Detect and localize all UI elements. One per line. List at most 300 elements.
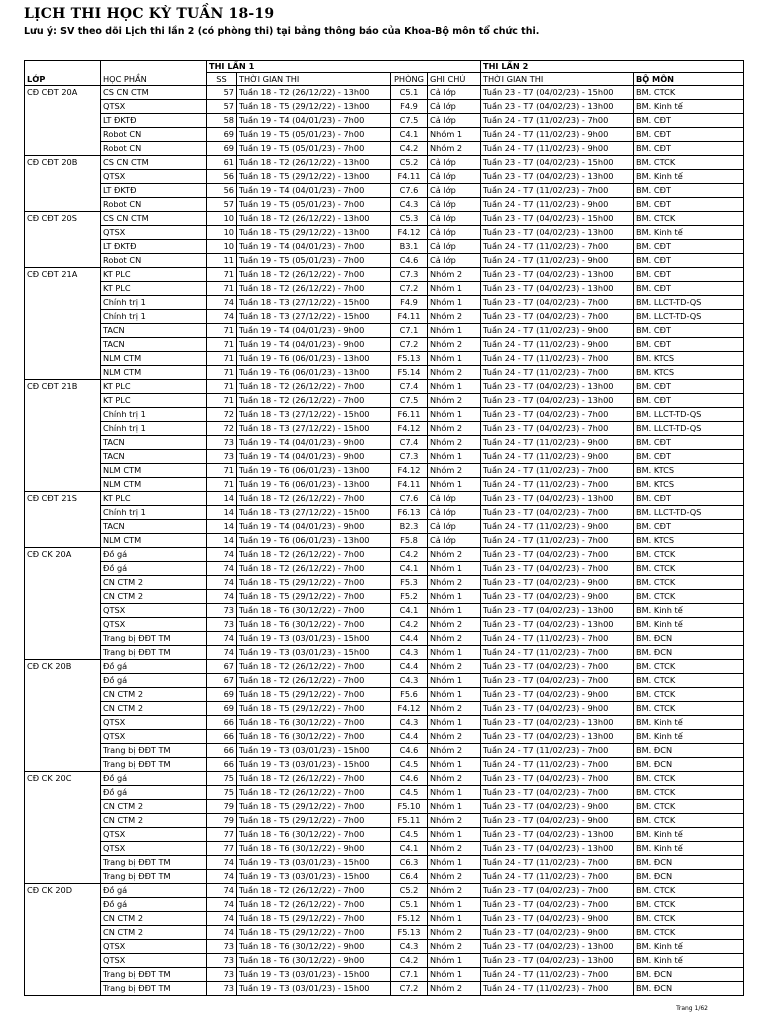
class-cell — [25, 814, 101, 828]
class-cell — [25, 828, 101, 842]
exam2-time-cell: Tuần 24 - T7 (11/02/23) - 7h00 — [481, 366, 634, 380]
course-cell: Trang bị ĐĐT TM — [101, 744, 207, 758]
size-cell: 67 — [207, 660, 237, 674]
exam1-time-cell: Tuần 19 - T3 (03/01/23) - 15h00 — [237, 870, 391, 884]
header-thoi-gian-2: THỜI GIAN THI — [481, 73, 634, 86]
exam-schedule-table — [24, 60, 744, 996]
size-cell: 14 — [207, 520, 237, 534]
exam1-time-cell: Tuần 18 - T6 (30/12/22) - 7h00 — [237, 716, 391, 730]
header-phong: PHÒNG — [391, 73, 428, 86]
class-cell: CĐ CK 20B — [25, 660, 101, 674]
exam1-time-cell: Tuần 18 - T2 (26/12/22) - 7h00 — [237, 674, 391, 688]
exam2-time-cell: Tuần 23 - T7 (04/02/23) - 13h00 — [481, 492, 634, 506]
note-cell: Cả lớp — [428, 534, 481, 548]
exam2-time-cell: Tuần 23 - T7 (04/02/23) - 9h00 — [481, 576, 634, 590]
exam2-time-cell: Tuần 23 - T7 (04/02/23) - 7h00 — [481, 562, 634, 576]
course-cell: QTSX — [101, 618, 207, 632]
room-cell: F4.12 — [391, 464, 428, 478]
size-cell: 14 — [207, 534, 237, 548]
exam2-time-cell: Tuần 23 - T7 (04/02/23) - 9h00 — [481, 814, 634, 828]
department-cell: BM. CĐT — [634, 394, 744, 408]
size-cell: 56 — [207, 170, 237, 184]
size-cell: 66 — [207, 744, 237, 758]
note-cell: Nhóm 1 — [428, 604, 481, 618]
note-cell: Nhóm 1 — [428, 646, 481, 660]
size-cell: 74 — [207, 590, 237, 604]
exam1-time-cell: Tuần 18 - T2 (26/12/22) - 7h00 — [237, 562, 391, 576]
course-cell: Trang bị ĐĐT TM — [101, 758, 207, 772]
exam2-time-cell: Tuần 23 - T7 (04/02/23) - 15h00 — [481, 86, 634, 100]
course-cell: TACN — [101, 324, 207, 338]
table-row — [25, 926, 744, 940]
note-cell: Nhóm 1 — [428, 562, 481, 576]
note-cell: Nhóm 1 — [428, 968, 481, 982]
department-cell: BM. CĐT — [634, 338, 744, 352]
class-cell — [25, 324, 101, 338]
exam1-time-cell: Tuần 19 - T4 (04/01/23) - 9h00 — [237, 338, 391, 352]
class-cell — [25, 282, 101, 296]
class-cell — [25, 800, 101, 814]
size-cell: 71 — [207, 352, 237, 366]
size-cell: 74 — [207, 926, 237, 940]
class-cell — [25, 170, 101, 184]
size-cell: 73 — [207, 982, 237, 996]
note-cell: Nhóm 1 — [428, 408, 481, 422]
room-cell: C7.4 — [391, 436, 428, 450]
exam1-time-cell: Tuần 18 - T5 (29/12/22) - 7h00 — [237, 926, 391, 940]
room-cell: F4.11 — [391, 310, 428, 324]
course-cell: Robot CN — [101, 254, 207, 268]
note-cell: Nhóm 2 — [428, 576, 481, 590]
exam2-time-cell: Tuần 24 - T7 (11/02/23) - 7h00 — [481, 114, 634, 128]
department-cell: BM. CĐT — [634, 436, 744, 450]
header-row — [25, 73, 744, 86]
table-row — [25, 366, 744, 380]
table-row — [25, 968, 744, 982]
exam1-time-cell: Tuần 18 - T6 (30/12/22) - 9h00 — [237, 842, 391, 856]
course-cell: CN CTM 2 — [101, 926, 207, 940]
class-cell — [25, 730, 101, 744]
department-cell: BM. CĐT — [634, 324, 744, 338]
document-title: LỊCH THI HỌC KỲ TUẦN 18-19 — [24, 6, 275, 22]
room-cell: C6.4 — [391, 870, 428, 884]
size-cell: 72 — [207, 422, 237, 436]
course-cell: LT ĐKTĐ — [101, 184, 207, 198]
exam2-time-cell: Tuần 23 - T7 (04/02/23) - 13h00 — [481, 226, 634, 240]
header-thoi-gian-1: THỜI GIAN THI — [237, 73, 391, 86]
table-row — [25, 156, 744, 170]
exam2-time-cell: Tuần 23 - T7 (04/02/23) - 15h00 — [481, 156, 634, 170]
table-row — [25, 450, 744, 464]
room-cell: C5.2 — [391, 156, 428, 170]
room-cell: C6.3 — [391, 856, 428, 870]
exam2-time-cell: Tuần 23 - T7 (04/02/23) - 13h00 — [481, 100, 634, 114]
department-cell: BM. CTCK — [634, 674, 744, 688]
department-cell: BM. CTCK — [634, 800, 744, 814]
note-cell: Cả lớp — [428, 114, 481, 128]
note-cell: Nhóm 2 — [428, 394, 481, 408]
size-cell: 74 — [207, 912, 237, 926]
class-cell — [25, 954, 101, 968]
room-cell: C4.3 — [391, 940, 428, 954]
course-cell: QTSX — [101, 842, 207, 856]
department-cell: BM. KTCS — [634, 478, 744, 492]
exam2-time-cell: Tuần 24 - T7 (11/02/23) - 7h00 — [481, 464, 634, 478]
course-cell: Chính trị 1 — [101, 408, 207, 422]
course-cell: KT PLC — [101, 492, 207, 506]
table-row — [25, 310, 744, 324]
class-cell: CĐ CĐT 21A — [25, 268, 101, 282]
room-cell: C4.1 — [391, 604, 428, 618]
size-cell: 73 — [207, 604, 237, 618]
room-cell: C4.3 — [391, 674, 428, 688]
class-cell — [25, 478, 101, 492]
department-cell: BM. CTCK — [634, 772, 744, 786]
note-cell: Nhóm 1 — [428, 282, 481, 296]
exam1-time-cell: Tuần 18 - T6 (30/12/22) - 7h00 — [237, 604, 391, 618]
course-cell: QTSX — [101, 828, 207, 842]
department-cell: BM. ĐCN — [634, 646, 744, 660]
document-note: Lưu ý: SV theo dõi Lịch thi lần 2 (có phòng thi) tại bảng thông báo của Khoa-Bộ môn tổ chức thi. — [24, 26, 540, 37]
size-cell: 69 — [207, 688, 237, 702]
course-cell: Robot CN — [101, 142, 207, 156]
exam1-time-cell: Tuần 18 - T5 (29/12/22) - 13h00 — [237, 170, 391, 184]
class-cell — [25, 688, 101, 702]
class-cell — [25, 100, 101, 114]
exam1-time-cell: Tuần 19 - T6 (06/01/23) - 13h00 — [237, 534, 391, 548]
table-row — [25, 786, 744, 800]
table-row — [25, 954, 744, 968]
room-cell: C4.5 — [391, 786, 428, 800]
exam2-time-cell: Tuần 24 - T7 (11/02/23) - 7h00 — [481, 982, 634, 996]
department-cell: BM. CĐT — [634, 520, 744, 534]
table-row — [25, 128, 744, 142]
table-row — [25, 562, 744, 576]
note-cell: Nhóm 2 — [428, 702, 481, 716]
room-cell: F6.13 — [391, 506, 428, 520]
note-cell: Nhóm 2 — [428, 744, 481, 758]
class-cell — [25, 338, 101, 352]
exam2-time-cell: Tuần 24 - T7 (11/02/23) - 7h00 — [481, 632, 634, 646]
course-cell: Đồ gá — [101, 786, 207, 800]
table-row — [25, 352, 744, 366]
department-cell: BM. CĐT — [634, 198, 744, 212]
size-cell: 77 — [207, 842, 237, 856]
exam2-time-cell: Tuần 24 - T7 (11/02/23) - 7h00 — [481, 870, 634, 884]
room-cell: C4.4 — [391, 730, 428, 744]
class-cell — [25, 352, 101, 366]
table-row — [25, 800, 744, 814]
exam2-time-cell: Tuần 24 - T7 (11/02/23) - 7h00 — [481, 240, 634, 254]
table-row — [25, 660, 744, 674]
course-cell: KT PLC — [101, 394, 207, 408]
exam1-time-cell: Tuần 19 - T3 (03/01/23) - 15h00 — [237, 856, 391, 870]
note-cell: Nhóm 1 — [428, 828, 481, 842]
class-cell — [25, 310, 101, 324]
course-cell: Trang bị ĐĐT TM — [101, 982, 207, 996]
course-cell: NLM CTM — [101, 352, 207, 366]
course-cell: Đồ gá — [101, 898, 207, 912]
class-cell — [25, 982, 101, 996]
class-cell — [25, 702, 101, 716]
size-cell: 79 — [207, 814, 237, 828]
note-cell: Nhóm 2 — [428, 940, 481, 954]
table-row — [25, 828, 744, 842]
room-cell: C7.6 — [391, 184, 428, 198]
table-row — [25, 380, 744, 394]
class-cell — [25, 114, 101, 128]
department-cell: BM. CTCK — [634, 786, 744, 800]
note-cell: Nhóm 2 — [428, 422, 481, 436]
department-cell: BM. CTCK — [634, 548, 744, 562]
course-cell: TACN — [101, 436, 207, 450]
note-cell: Cả lớp — [428, 520, 481, 534]
note-cell: Cả lớp — [428, 492, 481, 506]
room-cell: C4.1 — [391, 842, 428, 856]
table-row — [25, 912, 744, 926]
course-cell: NLM CTM — [101, 478, 207, 492]
exam2-time-cell: Tuần 23 - T7 (04/02/23) - 9h00 — [481, 800, 634, 814]
exam1-time-cell: Tuần 18 - T2 (26/12/22) - 13h00 — [237, 86, 391, 100]
room-cell: C4.3 — [391, 646, 428, 660]
table-row — [25, 408, 744, 422]
note-cell: Cả lớp — [428, 240, 481, 254]
class-cell — [25, 464, 101, 478]
table-row — [25, 142, 744, 156]
note-cell: Cả lớp — [428, 100, 481, 114]
room-cell: F5.2 — [391, 590, 428, 604]
class-cell — [25, 450, 101, 464]
class-cell — [25, 534, 101, 548]
table-row — [25, 534, 744, 548]
note-cell: Nhóm 2 — [428, 268, 481, 282]
exam1-time-cell: Tuần 19 - T4 (04/01/23) - 9h00 — [237, 436, 391, 450]
table-row — [25, 884, 744, 898]
course-cell: Chính trị 1 — [101, 506, 207, 520]
exam2-time-cell: Tuần 24 - T7 (11/02/23) - 9h00 — [481, 450, 634, 464]
exam1-time-cell: Tuần 18 - T2 (26/12/22) - 7h00 — [237, 492, 391, 506]
note-cell: Nhóm 1 — [428, 674, 481, 688]
class-cell — [25, 254, 101, 268]
header-ss: SS — [207, 73, 237, 86]
note-cell: Nhóm 1 — [428, 856, 481, 870]
note-cell: Nhóm 1 — [428, 912, 481, 926]
department-cell: BM. Kinh tế — [634, 842, 744, 856]
room-cell: C5.3 — [391, 212, 428, 226]
exam1-time-cell: Tuần 19 - T4 (04/01/23) - 9h00 — [237, 520, 391, 534]
size-cell: 74 — [207, 548, 237, 562]
size-cell: 66 — [207, 716, 237, 730]
course-cell: QTSX — [101, 226, 207, 240]
exam1-time-cell: Tuần 19 - T5 (05/01/23) - 7h00 — [237, 142, 391, 156]
table-row — [25, 730, 744, 744]
table-row — [25, 576, 744, 590]
table-row — [25, 184, 744, 198]
department-cell: BM. Kinh tế — [634, 170, 744, 184]
course-cell: Đồ gá — [101, 548, 207, 562]
class-cell: CĐ CĐT 21B — [25, 380, 101, 394]
exam1-time-cell: Tuần 18 - T5 (29/12/22) - 7h00 — [237, 912, 391, 926]
size-cell: 58 — [207, 114, 237, 128]
room-cell: F6.11 — [391, 408, 428, 422]
department-cell: BM. CĐT — [634, 282, 744, 296]
size-cell: 10 — [207, 226, 237, 240]
course-cell: Trang bị ĐĐT TM — [101, 870, 207, 884]
table-row — [25, 464, 744, 478]
room-cell: F5.10 — [391, 800, 428, 814]
course-cell: CN CTM 2 — [101, 688, 207, 702]
exam1-time-cell: Tuần 18 - T5 (29/12/22) - 7h00 — [237, 688, 391, 702]
class-cell: CĐ CK 20D — [25, 884, 101, 898]
exam2-time-cell: Tuần 23 - T7 (04/02/23) - 7h00 — [481, 408, 634, 422]
room-cell: F5.3 — [391, 576, 428, 590]
exam2-time-cell: Tuần 23 - T7 (04/02/23) - 13h00 — [481, 828, 634, 842]
exam2-time-cell: Tuần 24 - T7 (11/02/23) - 9h00 — [481, 198, 634, 212]
exam2-time-cell: Tuần 23 - T7 (04/02/23) - 13h00 — [481, 954, 634, 968]
table-row — [25, 674, 744, 688]
class-cell — [25, 856, 101, 870]
size-cell: 14 — [207, 506, 237, 520]
class-cell — [25, 366, 101, 380]
size-cell: 10 — [207, 212, 237, 226]
room-cell: F4.12 — [391, 226, 428, 240]
exam1-time-cell: Tuần 19 - T3 (03/01/23) - 15h00 — [237, 646, 391, 660]
department-cell: BM. Kinh tế — [634, 100, 744, 114]
department-cell: BM. Kinh tế — [634, 730, 744, 744]
exam2-time-cell: Tuần 23 - T7 (04/02/23) - 7h00 — [481, 884, 634, 898]
note-cell: Cả lớp — [428, 198, 481, 212]
department-cell: BM. CTCK — [634, 576, 744, 590]
note-cell: Nhóm 2 — [428, 814, 481, 828]
department-cell: BM. CTCK — [634, 884, 744, 898]
course-cell: Robot CN — [101, 198, 207, 212]
department-cell: BM. CĐT — [634, 240, 744, 254]
room-cell: F4.11 — [391, 170, 428, 184]
table-row — [25, 548, 744, 562]
department-cell: BM. Kinh tế — [634, 604, 744, 618]
note-cell: Nhóm 2 — [428, 464, 481, 478]
class-cell — [25, 576, 101, 590]
table-row — [25, 86, 744, 100]
course-cell: KT PLC — [101, 268, 207, 282]
note-cell: Nhóm 2 — [428, 436, 481, 450]
table-row — [25, 744, 744, 758]
size-cell: 66 — [207, 758, 237, 772]
exam2-time-cell: Tuần 23 - T7 (04/02/23) - 7h00 — [481, 506, 634, 520]
department-cell: BM. CTCK — [634, 212, 744, 226]
department-cell: BM. ĐCN — [634, 870, 744, 884]
size-cell: 72 — [207, 408, 237, 422]
department-cell: BM. CĐT — [634, 254, 744, 268]
exam2-time-cell: Tuần 23 - T7 (04/02/23) - 9h00 — [481, 590, 634, 604]
table-row — [25, 254, 744, 268]
size-cell: 74 — [207, 898, 237, 912]
exam1-time-cell: Tuần 18 - T2 (26/12/22) - 7h00 — [237, 772, 391, 786]
note-cell: Nhóm 2 — [428, 548, 481, 562]
size-cell: 71 — [207, 464, 237, 478]
room-cell: C4.6 — [391, 254, 428, 268]
exam1-time-cell: Tuần 18 - T2 (26/12/22) - 7h00 — [237, 548, 391, 562]
note-cell: Cả lớp — [428, 184, 481, 198]
exam1-time-cell: Tuần 18 - T2 (26/12/22) - 7h00 — [237, 268, 391, 282]
room-cell: C7.6 — [391, 492, 428, 506]
note-cell: Nhóm 2 — [428, 366, 481, 380]
exam1-time-cell: Tuần 19 - T4 (04/01/23) - 7h00 — [237, 240, 391, 254]
table-row — [25, 772, 744, 786]
note-cell: Nhóm 2 — [428, 926, 481, 940]
room-cell: C4.4 — [391, 632, 428, 646]
size-cell: 71 — [207, 324, 237, 338]
department-cell: BM. LLCT-TD-QS — [634, 296, 744, 310]
department-cell: BM. Kinh tế — [634, 226, 744, 240]
department-cell: BM. ĐCN — [634, 632, 744, 646]
header-thi-lan-1: THI LẦN 1 — [207, 61, 481, 73]
class-cell — [25, 716, 101, 730]
note-cell: Cả lớp — [428, 506, 481, 520]
room-cell: C4.1 — [391, 562, 428, 576]
size-cell: 73 — [207, 954, 237, 968]
table-row — [25, 982, 744, 996]
class-cell — [25, 758, 101, 772]
class-cell: CĐ CK 20C — [25, 772, 101, 786]
size-cell: 69 — [207, 128, 237, 142]
exam1-time-cell: Tuần 19 - T6 (06/01/23) - 13h00 — [237, 352, 391, 366]
size-cell: 69 — [207, 142, 237, 156]
exam1-time-cell: Tuần 18 - T2 (26/12/22) - 13h00 — [237, 156, 391, 170]
department-cell: BM. LLCT-TD-QS — [634, 506, 744, 520]
exam2-time-cell: Tuần 24 - T7 (11/02/23) - 7h00 — [481, 352, 634, 366]
exam2-time-cell: Tuần 23 - T7 (04/02/23) - 13h00 — [481, 842, 634, 856]
note-cell: Nhóm 2 — [428, 618, 481, 632]
department-cell: BM. CTCK — [634, 590, 744, 604]
exam2-time-cell: Tuần 24 - T7 (11/02/23) - 9h00 — [481, 254, 634, 268]
note-cell: Nhóm 1 — [428, 716, 481, 730]
header-thi-lan-2: THI LẦN 2 — [481, 61, 744, 73]
table-row — [25, 268, 744, 282]
room-cell: F5.11 — [391, 814, 428, 828]
class-cell — [25, 912, 101, 926]
class-cell — [25, 842, 101, 856]
table-row — [25, 422, 744, 436]
exam1-time-cell: Tuần 18 - T5 (29/12/22) - 7h00 — [237, 800, 391, 814]
table-row — [25, 870, 744, 884]
header-hoc-phan: HỌC PHẦN — [101, 73, 207, 86]
exam2-time-cell: Tuần 23 - T7 (04/02/23) - 7h00 — [481, 772, 634, 786]
exam2-time-cell: Tuần 24 - T7 (11/02/23) - 7h00 — [481, 184, 634, 198]
room-cell: F5.13 — [391, 352, 428, 366]
page-footer: Trang 1/62 — [676, 1005, 708, 1012]
class-cell — [25, 926, 101, 940]
table-row — [25, 520, 744, 534]
table-row — [25, 632, 744, 646]
table-row — [25, 478, 744, 492]
exam1-time-cell: Tuần 19 - T3 (03/01/23) - 15h00 — [237, 758, 391, 772]
exam2-time-cell: Tuần 23 - T7 (04/02/23) - 7h00 — [481, 898, 634, 912]
table-row — [25, 170, 744, 184]
table-body — [25, 86, 744, 996]
exam1-time-cell: Tuần 19 - T5 (05/01/23) - 7h00 — [237, 128, 391, 142]
header-row-group — [25, 61, 744, 73]
note-cell: Cả lớp — [428, 86, 481, 100]
class-cell — [25, 226, 101, 240]
department-cell: BM. LLCT-TD-QS — [634, 422, 744, 436]
course-cell: CN CTM 2 — [101, 576, 207, 590]
table-row — [25, 940, 744, 954]
department-cell: BM. CĐT — [634, 268, 744, 282]
course-cell: TACN — [101, 450, 207, 464]
table-row — [25, 604, 744, 618]
exam1-time-cell: Tuần 18 - T2 (26/12/22) - 7h00 — [237, 660, 391, 674]
